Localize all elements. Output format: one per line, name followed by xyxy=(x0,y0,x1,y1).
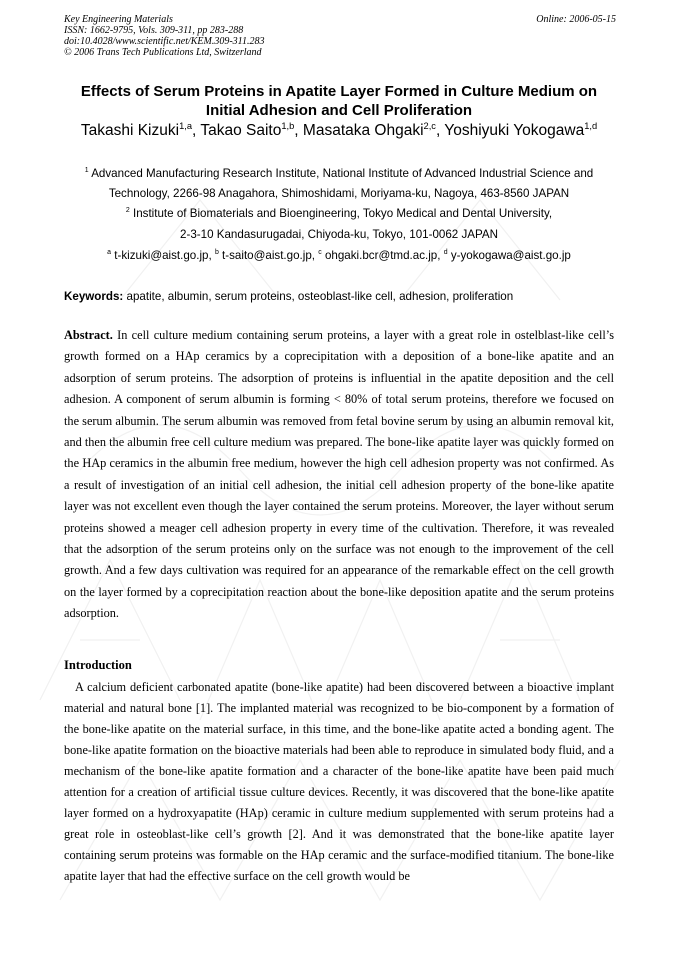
title-line-1: Effects of Serum Proteins in Apatite Layer Formed in Culture Medium on xyxy=(80,83,598,100)
affiliation-2-line-1: Institute of Biomaterials and Bioengineering, Tokyo Medical and Dental University, xyxy=(133,207,553,220)
author-affiliation-mark: 1,a xyxy=(179,120,193,131)
affiliation-mark: 1 xyxy=(84,167,89,175)
abstract-label: Abstract. xyxy=(64,328,113,342)
author-list xyxy=(50,121,628,141)
email-link[interactable]: t-kizuki@aist.go.jp, xyxy=(114,249,215,262)
affiliation-2-cont xyxy=(54,227,624,242)
author-separator: , xyxy=(192,122,201,139)
issn-line: ISSN: 1662-9795, Vols. 309-311, pp 283-288 xyxy=(64,25,244,36)
journal-name: Key Engineering Materials xyxy=(64,14,173,25)
author-name: Masataka Ohgaki xyxy=(302,122,424,139)
email-mark: a xyxy=(107,249,112,257)
email-list xyxy=(54,248,624,263)
author-name: Takao Saito xyxy=(200,122,282,139)
author-affiliation-mark: 1,b xyxy=(281,120,295,131)
affiliation-1 xyxy=(54,166,624,181)
author-affiliation-mark: 1,d xyxy=(584,120,598,131)
abstract-text: In cell culture medium containing serum proteins, a layer with a great role in ostelblast-like cell’s growth formed on a HAp ceramics by a coprecipitation with a deposition of a bone-like apatite and an adsorption of serum proteins. The adsorption of proteins is influential in the apatite deposition and the cell adhesion. A component of serum albumin is forming < 80% of total serum proteins, therefore we focused on the serum albumin. The serum albumin was removed from fetal bovine serum by using an albumin removal kit, and then the albumin free cell culture medium was prepared. The bone-like apatite layer was quickly formed on the HAp ceramics in the albumin free medium, however the high cell adhesion property was not confirmed. As a result of investigation of an initial cell adhesion, the initial cell adhesion property of the bone-like apatite layer was not excellent even though the layer contained the serum proteins. Moreover, the layer without serum proteins showed a meager cell adhesion property in every time of the cultivation. Therefore, it was revealed that the adsorption of the serum proteins only on the surface was not enough to the improvement of the cell growth. And a few days cultivation was required for an appearance of the remarkable effect on the cell growth on the layer formed by a coprecipitation reaction about the bone-like deposition apatite and the serum proteins adsorption. xyxy=(64,328,615,621)
author-name: Yoshiyuki Yokogawa xyxy=(444,122,585,139)
author-affiliation-mark: 2,c xyxy=(423,120,436,131)
abstract xyxy=(64,325,614,625)
email-mark: c xyxy=(318,249,322,257)
email-mark: d xyxy=(443,249,448,257)
keywords xyxy=(64,289,624,304)
author-name: Takashi Kizuki xyxy=(80,122,180,139)
affiliation-2 xyxy=(54,206,624,221)
online-date: Online: 2006-05-15 xyxy=(536,14,616,25)
email-link[interactable]: y-yokogawa@aist.go.jp xyxy=(450,249,571,262)
title-line-2: Initial Adhesion and Cell Proliferation xyxy=(205,102,473,119)
email-link[interactable]: ohgaki.bcr@tmd.ac.jp, xyxy=(324,249,444,262)
affiliation-mark: 2 xyxy=(125,207,130,215)
doi-line: doi:10.4028/www.scientific.net/KEM.309-311.283 xyxy=(64,36,265,47)
author-separator: , xyxy=(435,122,445,139)
introduction-heading: Introduction xyxy=(64,658,132,672)
paper-title xyxy=(50,82,628,120)
keywords-text: apatite, albumin, serum proteins, osteoblast-like cell, adhesion, proliferation xyxy=(126,290,514,303)
email-mark: b xyxy=(214,249,219,257)
author-separator: , xyxy=(294,122,303,139)
affiliation-1-cont xyxy=(54,186,624,201)
affiliation-1-line-2: Technology, 2266-98 Anagahora, Shimoshidami, Moriyama-ku, Nagoya, 463-8560 JAPAN xyxy=(108,187,570,200)
affiliation-2-line-2: 2-3-10 Kandasurugadai, Chiyoda-ku, Tokyo, 101-0062 JAPAN xyxy=(180,228,498,241)
introduction-text: A calcium deficient carbonated apatite (bone-like apatite) had been discovered between a bioactive implant material and natural bone [1]. The implanted material was recognized to be bio-component by a formation of the bone-like apatite on the material surface, in this time, and the bone-like apatite acted a bonding agent. The bone-like apatite formation on the bioactive materials had been able to reproduce in simulated body fluid, and a mechanism of the bone-like apatite formation and a character of the bone-like apatite have been paid much attention for a creation of artificial tissue culture devices. Recently, it was discovered that the bone-like apatite layer formed on a hydroxyapatite (HAp) ceramic in culture medium supplemented with serum proteins had a great role in osteoblast-like cell’s growth [2]. And it was demonstrated that the bone-like apatite layer containing serum proteins was formable on the HAp ceramic and the surface-modified titanium. The bone-like apatite layer that had the effective surface on the cell growth would be xyxy=(64,680,614,883)
journal-header xyxy=(64,14,616,58)
email-link[interactable]: t-saito@aist.go.jp, xyxy=(222,249,319,262)
copyright-line: © 2006 Trans Tech Publications Ltd, Switzerland xyxy=(64,47,262,58)
affiliation-1-line-1: Advanced Manufacturing Research Institute, National Institute of Advanced Industrial Science and xyxy=(91,167,594,180)
keywords-label: Keywords: xyxy=(64,290,124,303)
